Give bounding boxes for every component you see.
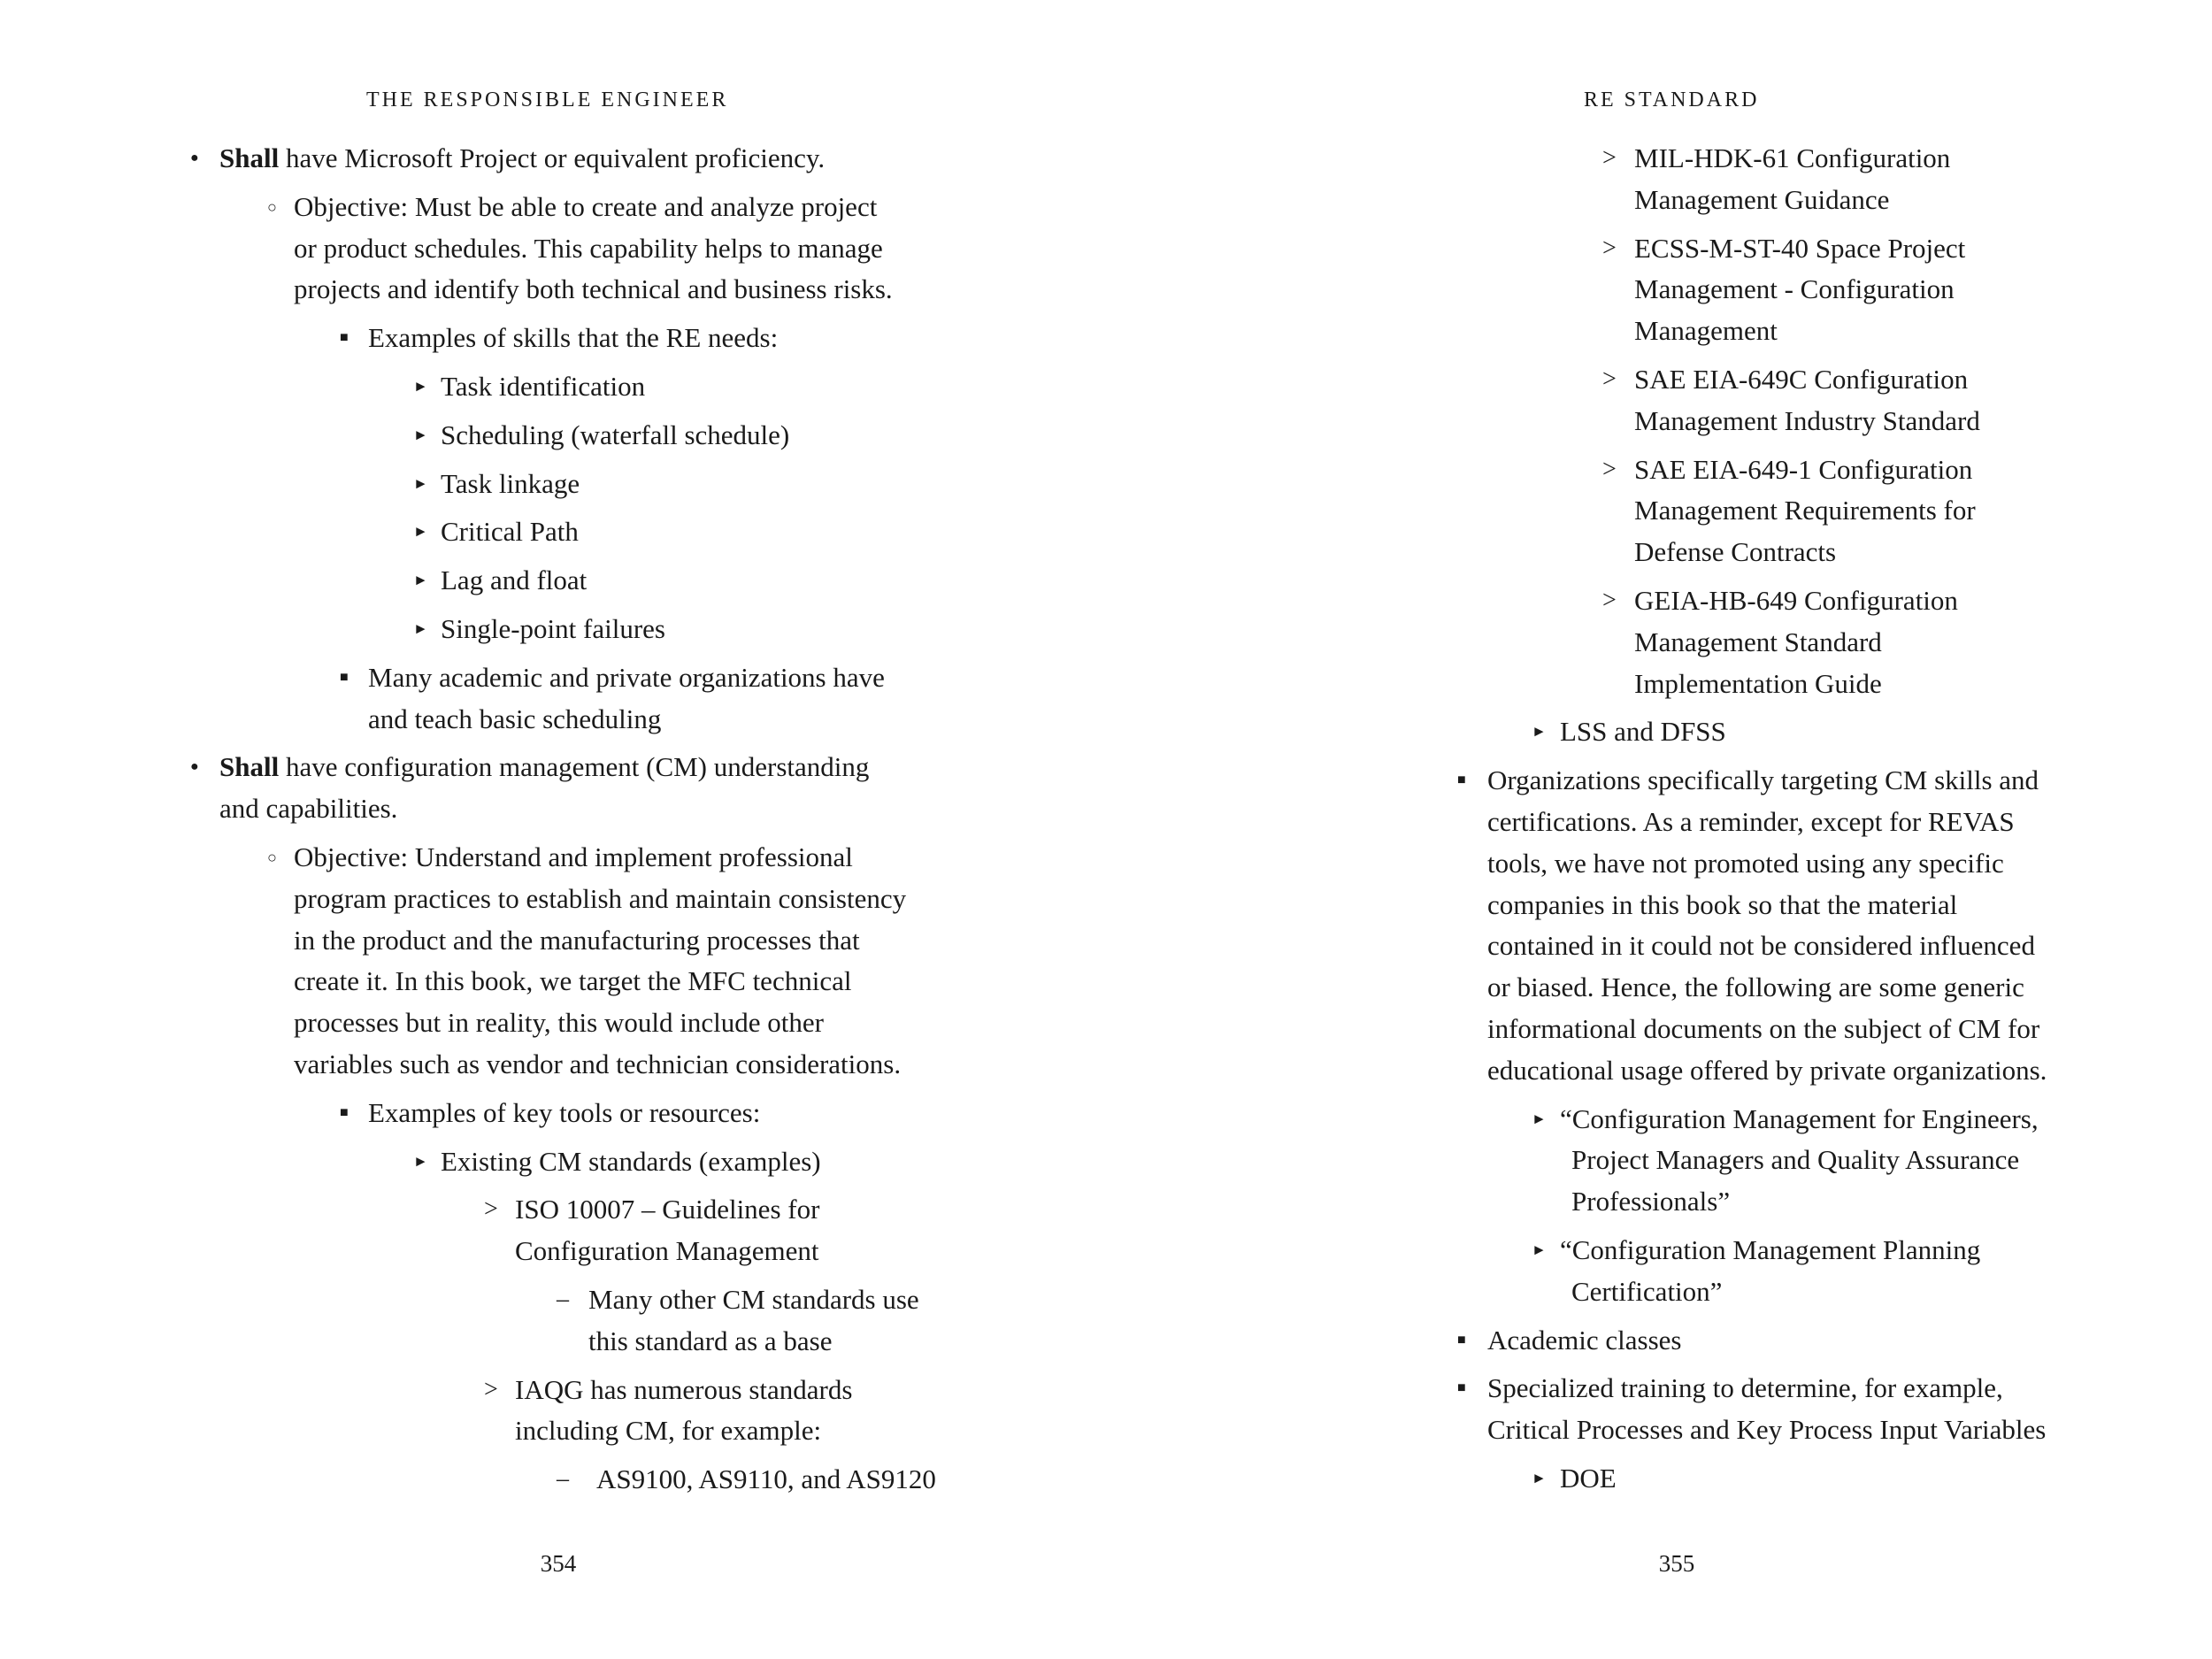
page-number: 355 [1658, 1550, 1695, 1577]
list-item [0, 511, 1106, 553]
list-item-text: Many academic and private organizations have [368, 661, 885, 693]
list-item-text: “Configuration Management Planning [1560, 1233, 1981, 1265]
list-item [0, 415, 1106, 457]
dash-bullet-icon: – [557, 1465, 569, 1494]
list-item-text: LSS and DFSS [1560, 716, 1726, 748]
list-item-text: variables such as vendor and technician considerations. [294, 1048, 902, 1079]
list-item [0, 747, 1106, 830]
list-item-text: Defense Contracts [1634, 536, 1837, 568]
circle-bullet-icon: ○ [267, 197, 277, 216]
list-item [0, 138, 1106, 180]
list-item-text: Examples of skills that the RE needs: [368, 322, 779, 354]
list-item-text: GEIA-HB-649 Configuration [1634, 584, 1958, 616]
list-item-text: in the product and the manufacturing processes that [294, 924, 860, 956]
square-bullet-icon: ■ [1457, 1332, 1466, 1348]
list-item-text: SAE EIA-649C Configuration [1634, 363, 1969, 395]
list-item-text: Existing CM standards (examples) [441, 1145, 821, 1177]
list-item-text: Organizations specifically targeting CM skills and [1487, 764, 2039, 796]
list-item [1106, 1230, 2212, 1313]
list-item [1106, 1320, 2212, 1362]
list-item-text: Scheduling (waterfall schedule) [441, 419, 790, 450]
triangle-bullet-icon: ► [413, 619, 428, 637]
square-bullet-icon: ■ [340, 669, 349, 685]
emphasis-shall: Shall [219, 751, 280, 783]
circle-bullet-icon: ○ [267, 848, 277, 866]
list-item-text: Objective: Understand and implement professional [294, 841, 853, 872]
list-item [0, 1279, 1106, 1363]
list-item-text: educational usage offered by private organizations. [1487, 1054, 2047, 1086]
list-item-text: IAQG has numerous standards [515, 1373, 853, 1405]
list-item-text: Lag and float [441, 565, 588, 596]
gt-bullet-icon: > [1602, 234, 1617, 262]
list-item-text: Certification” [1571, 1275, 1723, 1307]
list-item [1106, 1099, 2212, 1223]
list-item-text: or biased. Hence, the following are some generic [1487, 972, 2024, 1003]
list-item [0, 1141, 1106, 1183]
square-bullet-icon: ■ [340, 1104, 349, 1120]
list-item [1106, 449, 2212, 573]
gt-bullet-icon: > [484, 1195, 498, 1224]
list-item-text: and teach basic scheduling [368, 703, 662, 734]
list-item-text: Project Managers and Quality Assurance [1571, 1144, 2020, 1176]
triangle-bullet-icon: ► [413, 426, 428, 443]
list-item-text: program practices to establish and maintain consistency [294, 882, 907, 914]
list-item [1106, 228, 2212, 352]
list-item-text: ECSS-M-ST-40 Space Project [1634, 232, 1966, 264]
list-item-text: Many other CM standards use [588, 1283, 919, 1315]
triangle-bullet-icon: ► [1532, 1469, 1547, 1486]
gt-bullet-icon: > [484, 1375, 498, 1403]
list-item-text: processes but in reality, this would include other [294, 1007, 824, 1039]
list-item-text: Shall have Microsoft Project or equivalent proficiency. [219, 142, 826, 173]
running-head: RE STANDARD [1584, 88, 1760, 111]
list-item [0, 837, 1106, 1086]
list-item [1106, 1368, 2212, 1451]
list-item-text: Task identification [441, 370, 646, 402]
list-item-text: including CM, for example: [515, 1415, 822, 1447]
list-item-text: companies in this book so that the material [1487, 888, 1958, 920]
list-item-text: this standard as a base [588, 1325, 833, 1356]
list-item [1106, 1458, 2212, 1500]
dash-bullet-icon: – [557, 1285, 569, 1313]
list-item [1106, 760, 2212, 1091]
list-item-text: Management [1634, 315, 1778, 347]
triangle-bullet-icon: ► [413, 377, 428, 395]
list-item [1106, 138, 2212, 221]
list-item [0, 366, 1106, 408]
triangle-bullet-icon: ► [413, 474, 428, 492]
list-item-text: Management Guidance [1634, 183, 1890, 215]
list-item-text: and capabilities. [219, 793, 398, 825]
list-item [0, 187, 1106, 311]
list-item [1106, 359, 2212, 442]
list-item [0, 1189, 1106, 1272]
list-item-text: Task linkage [441, 467, 580, 499]
running-head: THE RESPONSIBLE ENGINEER [366, 88, 729, 111]
bullet-bullet-icon: ● [190, 759, 199, 775]
list-item-text: Single-point failures [441, 612, 665, 644]
list-item-text: create it. In this book, we target the MFC technical [294, 965, 852, 997]
gt-bullet-icon: > [1602, 144, 1617, 172]
gt-bullet-icon: > [1602, 455, 1617, 483]
outline-list [0, 138, 1106, 1501]
triangle-bullet-icon: ► [1532, 1110, 1547, 1127]
square-bullet-icon: ■ [1457, 1380, 1466, 1396]
bullet-bullet-icon: ● [190, 150, 199, 165]
list-item [0, 609, 1106, 650]
list-item-text: Professionals” [1571, 1186, 1731, 1217]
list-item [0, 1370, 1106, 1453]
list-item-text: certifications. As a reminder, except for REVAS [1487, 805, 2015, 837]
list-item-text: projects and identify both technical and business risks. [294, 273, 893, 305]
list-item-text: informational documents on the subject of CM for [1487, 1012, 2040, 1044]
list-item [1106, 580, 2212, 704]
list-item-text: AS9100, AS9110, and AS9120 [596, 1463, 936, 1495]
list-item-text: Implementation Guide [1634, 667, 1882, 699]
list-item [1106, 711, 2212, 753]
list-item-text: “Configuration Management for Engineers, [1560, 1102, 2039, 1134]
list-item-text: Management Standard [1634, 626, 1882, 657]
list-item-text: Management Industry Standard [1634, 404, 1980, 436]
outline-list [1106, 138, 2212, 1500]
list-item [0, 657, 1106, 741]
list-item-text: Academic classes [1487, 1324, 1682, 1356]
triangle-bullet-icon: ► [1532, 723, 1547, 741]
gt-bullet-icon: > [1602, 365, 1617, 393]
list-item-text: Management - Configuration [1634, 273, 1955, 305]
triangle-bullet-icon: ► [413, 1152, 428, 1170]
right-page [1106, 0, 2212, 1659]
list-item [0, 464, 1106, 505]
triangle-bullet-icon: ► [1532, 1240, 1547, 1258]
list-item [0, 1093, 1106, 1134]
list-item [0, 1459, 1106, 1501]
list-item-text: Specialized training to determine, for example, [1487, 1372, 2003, 1404]
list-item-text: Management Requirements for [1634, 495, 1976, 526]
list-item-text: SAE EIA-649-1 Configuration [1634, 453, 1973, 485]
gt-bullet-icon: > [1602, 586, 1617, 614]
page-number: 354 [540, 1550, 577, 1577]
list-item-text: Critical Path [441, 516, 579, 548]
square-bullet-icon: ■ [1457, 772, 1466, 788]
list-item [0, 318, 1106, 359]
list-item-text: DOE [1560, 1462, 1617, 1494]
list-item-text: Critical Processes and Key Process Input Variables [1487, 1414, 2047, 1446]
list-item-text: tools, we have not promoted using any specific [1487, 847, 2004, 879]
list-item-text: MIL-HDK-61 Configuration [1634, 142, 1951, 173]
list-item-text: ISO 10007 – Guidelines for [515, 1194, 820, 1225]
list-item-text: Examples of key tools or resources: [368, 1096, 761, 1128]
list-item-text: Objective: Must be able to create and analyze project [294, 190, 878, 222]
list-item-text: or product schedules. This capability helps to manage [294, 232, 883, 264]
square-bullet-icon: ■ [340, 330, 349, 346]
list-item [0, 560, 1106, 602]
emphasis-shall: Shall [219, 142, 280, 173]
list-item-text: Shall have configuration management (CM) understanding [219, 751, 870, 783]
triangle-bullet-icon: ► [413, 572, 428, 589]
list-item-text: contained in it could not be considered influenced [1487, 930, 2035, 962]
list-item-text: Configuration Management [515, 1235, 819, 1267]
triangle-bullet-icon: ► [413, 523, 428, 541]
